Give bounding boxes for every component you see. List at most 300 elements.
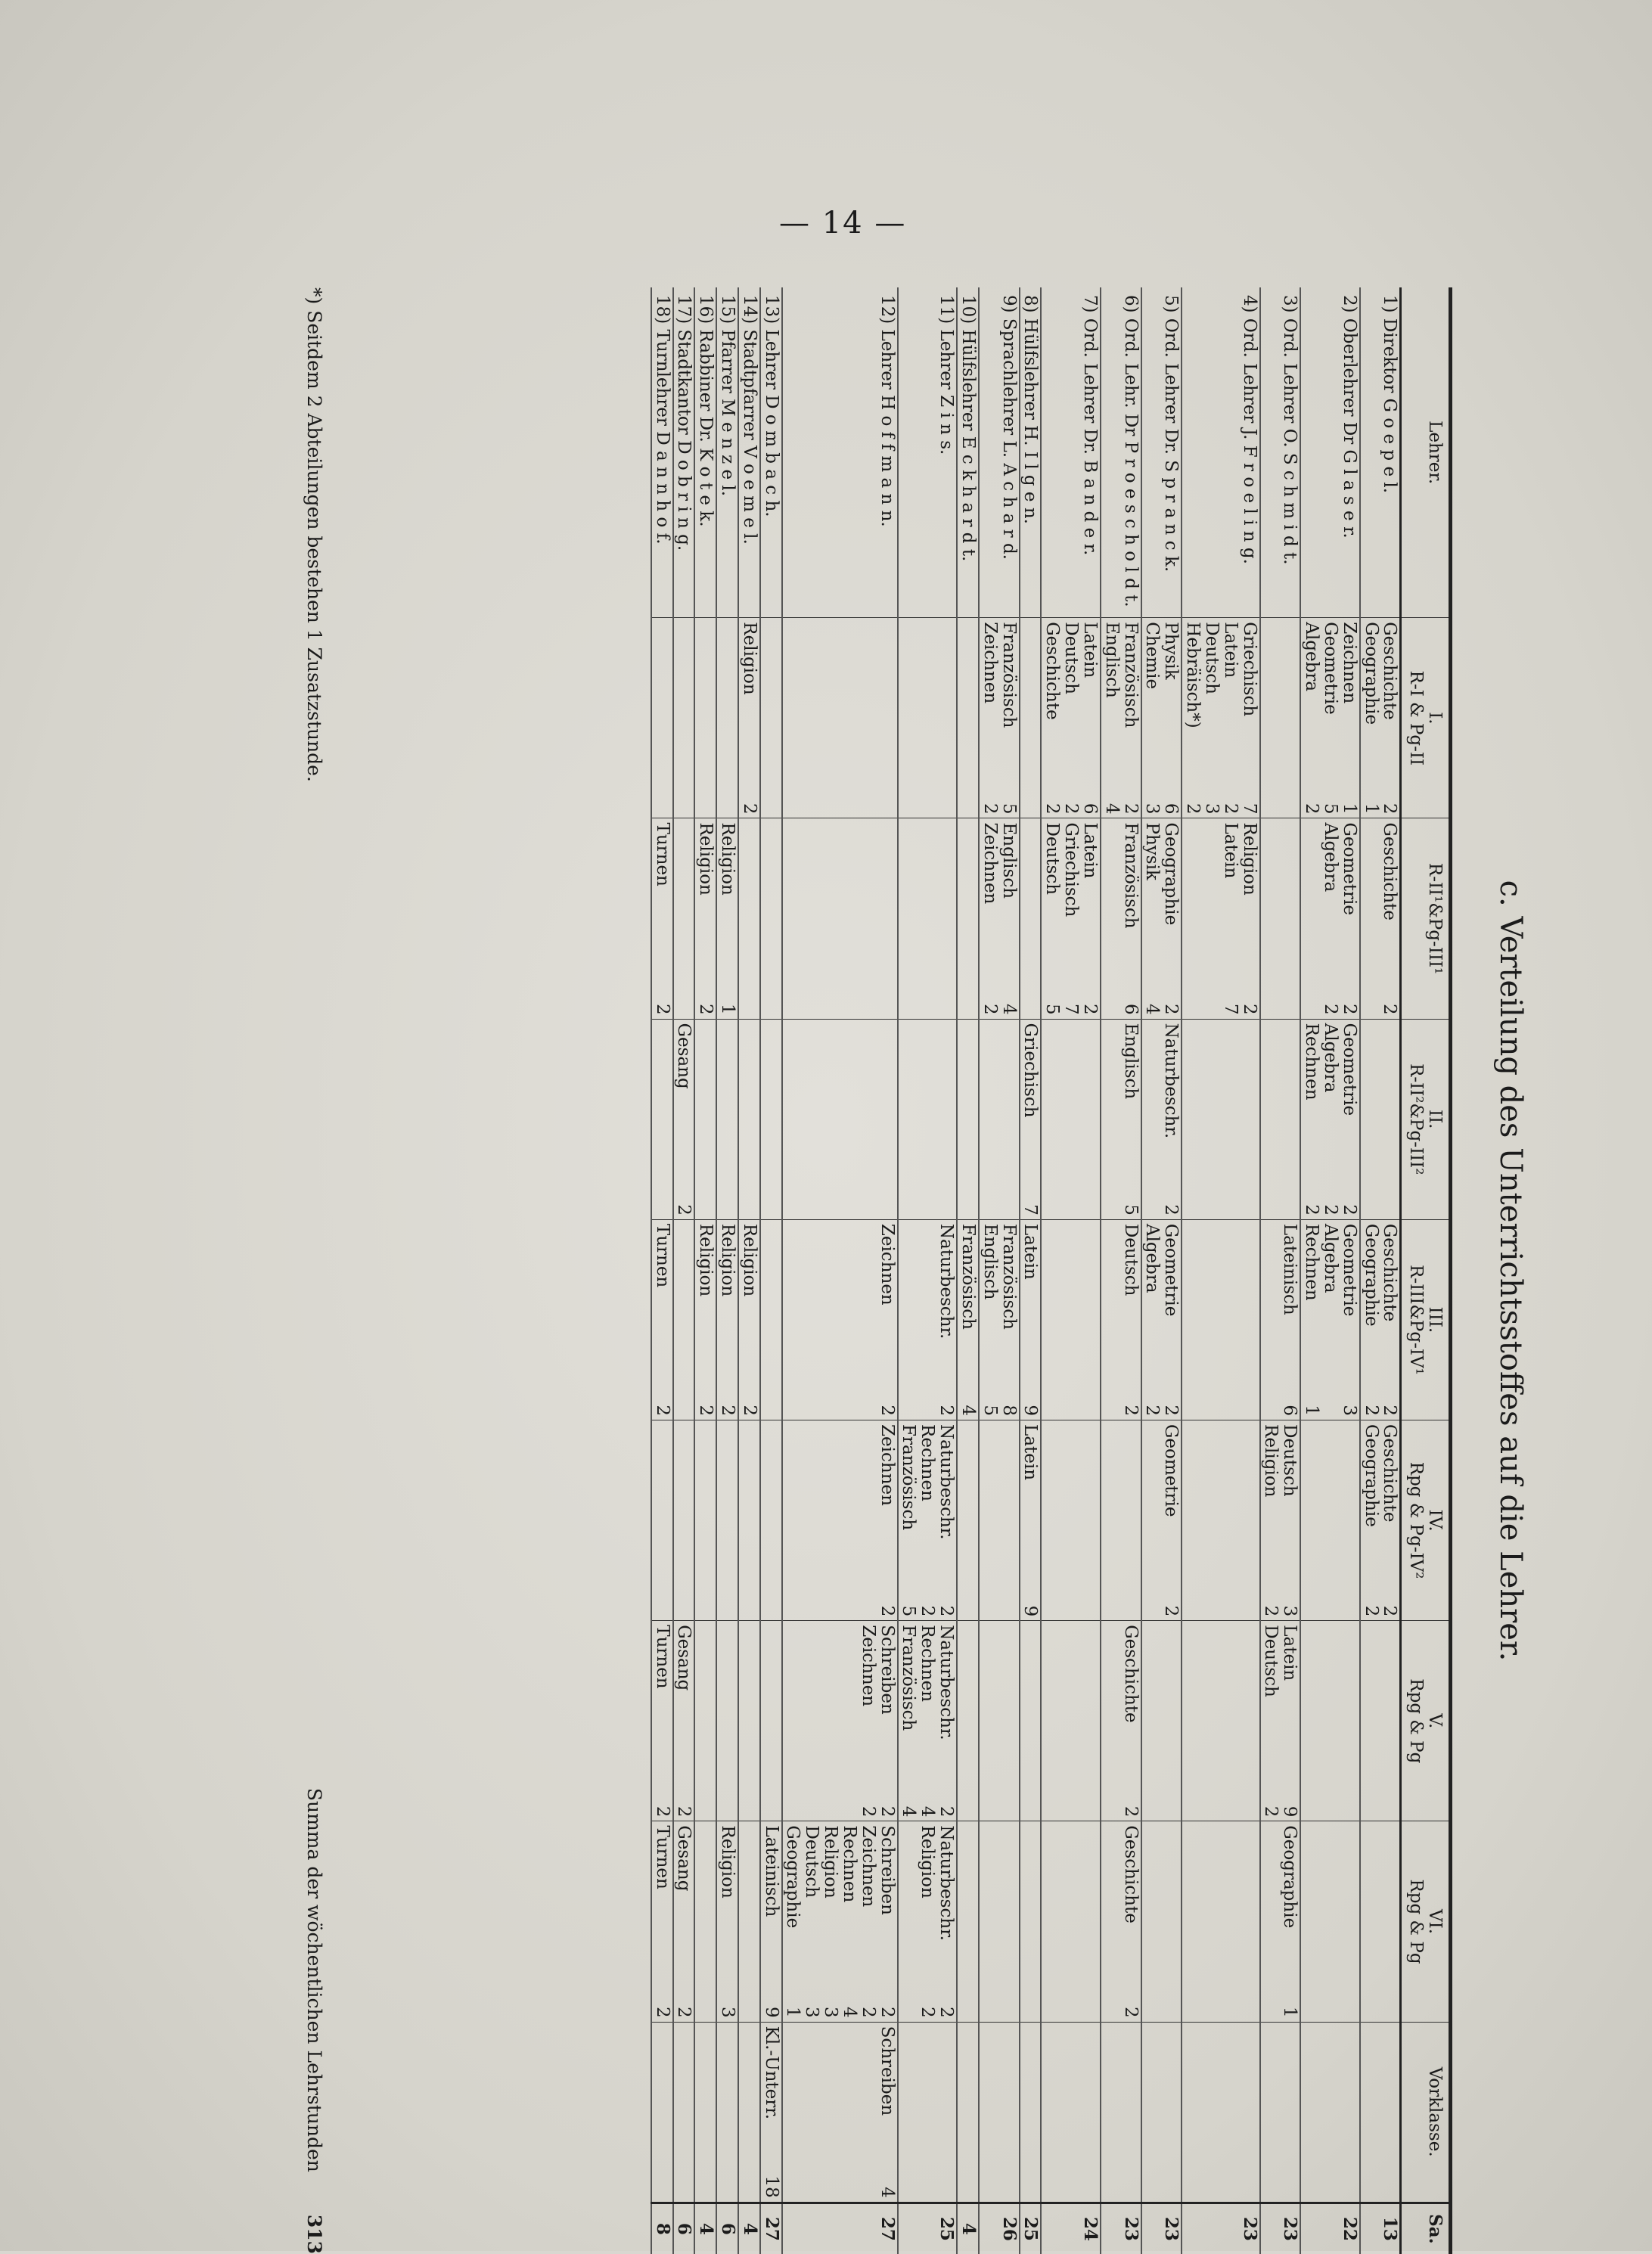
subject-entry <box>1161 822 1180 1014</box>
column-header: III. R-III&Pg-IV¹ <box>1401 1219 1451 1420</box>
subject-cell <box>1020 1420 1042 1621</box>
subject-cell <box>716 1821 738 2022</box>
subject-entry <box>1161 1023 1180 1215</box>
subject-label: Religion <box>1239 822 1259 896</box>
subject-entry <box>675 1023 694 1215</box>
subject-label: Latein <box>1020 1424 1041 1481</box>
subject-label: Englisch <box>1101 622 1122 698</box>
subject-label: Algebra <box>1320 1223 1340 1293</box>
column-header: I. R-I & Pg-II <box>1401 618 1451 818</box>
subject-label: Gesang <box>674 1625 694 1691</box>
subject-entry <box>1380 1224 1399 1416</box>
subject-entry <box>1280 1625 1299 1817</box>
subject-cell <box>979 1019 1020 1219</box>
subject-label: Englisch <box>998 822 1019 899</box>
subject-hours: 2 <box>1380 1004 1400 1015</box>
subject-cell <box>1101 1219 1141 1420</box>
subject-label: Religion <box>718 1223 738 1297</box>
subject-entry <box>1302 1023 1321 1215</box>
subject-hours: 9 <box>761 2006 781 2018</box>
subject-cell <box>673 1019 695 1219</box>
subject-label: Französisch <box>899 1424 919 1531</box>
subject-entry <box>784 1825 803 2017</box>
subject-hours: 2 <box>1339 1204 1359 1215</box>
teacher-name: 1) Direktor G o e p e l. <box>1360 287 1401 618</box>
subject-hours: 4 <box>958 1405 978 1417</box>
subject-label: Naturbeschr. <box>936 1424 957 1540</box>
row-sum: 4 <box>738 2203 760 2254</box>
subject-label: Schreiben <box>877 1825 897 1915</box>
subject-entry <box>1321 622 1340 814</box>
teacher-name: 11) Lehrer Z i n s. <box>898 287 957 618</box>
subject-cell <box>716 618 738 818</box>
subject-cell <box>1300 1219 1359 1420</box>
subject-cell <box>1101 1821 1141 2022</box>
subject-entry <box>1340 622 1359 814</box>
teacher-name: 7) Ord. Lehrer Dr. B a n d e r. <box>1041 287 1100 618</box>
subject-entry <box>675 1625 694 1817</box>
subject-hours: 2 <box>1261 1805 1281 1818</box>
teacher-name: 9) Sprachlehrer L. A c h a r d. <box>979 287 1020 618</box>
subject-entry <box>980 822 999 1014</box>
subject-cell <box>1141 1019 1182 1219</box>
subject-hours: 2 <box>1061 803 1082 815</box>
subject-entry <box>653 1625 672 1817</box>
row-sum: 25 <box>1020 2203 1042 2254</box>
subject-hours: 2 <box>696 1004 716 1015</box>
teacher-name: 13) Lehrer D o m b a c h. <box>760 287 782 618</box>
subject-entry <box>1340 1224 1359 1416</box>
subject-cell <box>898 1621 957 1821</box>
subject-entry <box>1121 1825 1140 2017</box>
subject-label: Religion <box>718 1825 738 1899</box>
subject-cell <box>760 618 782 818</box>
subject-cell <box>1300 2022 1359 2203</box>
subject-entry <box>653 1224 672 1416</box>
subject-hours: 2 <box>1380 1605 1400 1617</box>
subject-label: Religion <box>739 622 759 695</box>
subject-label: Geometrie <box>1320 622 1340 715</box>
subject-cell <box>1020 2022 1042 2203</box>
subject-label: Geschichte <box>1380 1223 1400 1322</box>
subject-hours: 2 <box>1302 1204 1322 1215</box>
subject-entry <box>1202 622 1221 814</box>
subject-cell <box>760 1219 782 1420</box>
row-sum: 27 <box>782 2203 898 2254</box>
subject-entry <box>899 1625 918 1817</box>
total-value: 313 <box>303 2214 325 2254</box>
column-header: IV. Rpg & Pg-IV² <box>1401 1420 1451 1621</box>
subject-entry <box>718 1224 737 1416</box>
subject-cell <box>651 1621 673 1821</box>
total-line <box>303 1788 325 2254</box>
subject-entry <box>1280 1825 1299 2017</box>
subject-label: Religion <box>696 822 716 896</box>
subject-label: Französisch <box>998 1223 1019 1330</box>
subject-cell <box>1260 1420 1301 1621</box>
subject-label: Geschichte <box>1120 1625 1141 1723</box>
subject-cell <box>1101 2022 1141 2203</box>
subject-cell <box>716 818 738 1019</box>
subject-cell <box>1360 1019 1401 1219</box>
subject-cell <box>738 1019 760 1219</box>
teacher-name: 14) Stadtpfarrer V o e m e l. <box>738 287 760 618</box>
subject-cell <box>651 1019 673 1219</box>
subject-cell <box>1041 1821 1100 2022</box>
subject-hours: 2 <box>1161 1204 1182 1215</box>
subject-cell <box>1141 618 1182 818</box>
subject-label: Religion <box>821 1825 841 1899</box>
subject-label: Turnen <box>652 1223 672 1288</box>
row-sum: 23 <box>1260 2203 1301 2254</box>
subject-cell <box>979 818 1020 1019</box>
subject-cell <box>1182 818 1259 1019</box>
subject-cell <box>694 1821 716 2022</box>
row-sum: 23 <box>1101 2203 1141 2254</box>
subject-cell <box>782 818 898 1019</box>
subject-label: Gesang <box>674 1825 694 1892</box>
teacher-name: 6) Ord. Lehr. Dr P r o e s c h o l d t. <box>1101 287 1141 618</box>
subject-hours: 2 <box>1380 1405 1400 1417</box>
row-sum: 13 <box>1360 2203 1401 2254</box>
subject-entry <box>1240 822 1259 1014</box>
subject-cell <box>1041 1621 1100 1821</box>
subject-hours: 2 <box>877 1605 897 1617</box>
subject-hours: 2 <box>980 1004 1000 1015</box>
subject-cell <box>1141 1621 1182 1821</box>
subject-cell <box>782 1621 898 1821</box>
table-row <box>1020 287 1042 2254</box>
subject-label: Chemie <box>1142 622 1163 690</box>
subject-cell <box>1182 1219 1259 1420</box>
subject-label: Latein <box>1020 1223 1041 1280</box>
subject-entry <box>1280 1424 1299 1616</box>
row-sum: 23 <box>1182 2203 1259 2254</box>
subject-hours: 2 <box>652 1004 672 1015</box>
subject-hours: 1 <box>1302 1405 1322 1417</box>
subject-entry <box>958 1224 977 1416</box>
subject-label: Deutsch <box>802 1825 822 1899</box>
subject-entry <box>1021 1023 1040 1215</box>
subject-entry <box>1183 622 1202 814</box>
subject-hours: 3 <box>1142 803 1163 815</box>
subject-cell <box>694 2022 716 2203</box>
subject-label: Geschichte <box>1380 822 1400 921</box>
subject-label: Rechnen <box>918 1424 938 1501</box>
subject-entry <box>1262 1625 1281 1817</box>
table-row <box>694 287 716 2254</box>
page-number: — 14 — <box>779 206 907 241</box>
subject-hours: 2 <box>1320 1204 1340 1215</box>
subject-entry <box>1121 1023 1140 1215</box>
subject-cell <box>898 1821 957 2022</box>
subject-entry <box>1021 1424 1040 1616</box>
subject-cell <box>651 618 673 818</box>
subject-entry <box>918 1424 936 1616</box>
subject-label: Zeichnen <box>877 1424 897 1506</box>
subject-cell <box>1020 818 1042 1019</box>
row-sum: 23 <box>1141 2203 1182 2254</box>
subject-cell <box>1300 618 1359 818</box>
subject-entry <box>877 1424 896 1616</box>
subject-hours: 5 <box>1120 1204 1141 1215</box>
subject-entry <box>1380 622 1399 814</box>
subject-label: Rechnen <box>1302 1223 1322 1301</box>
subject-cell <box>898 1219 957 1420</box>
subject-entry <box>1042 822 1061 1014</box>
subject-label: Deutsch <box>1061 622 1082 694</box>
subject-entry <box>1302 622 1321 814</box>
subject-hours: 1 <box>1280 2006 1300 2018</box>
subject-hours: 1 <box>783 2006 803 2018</box>
subject-cell <box>1360 818 1401 1019</box>
subject-hours: 2 <box>696 1405 716 1417</box>
subject-hours: 3 <box>1280 1605 1300 1617</box>
footnote: *) Seitdem 2 Abteilungen bestehen 1 Zusatzstunde. <box>303 287 325 782</box>
subject-cell <box>651 1821 673 2022</box>
subject-label: Deutsch <box>1280 1424 1300 1497</box>
subject-hours: 2 <box>936 2006 957 2018</box>
subject-cell <box>1260 818 1301 1019</box>
subject-entry <box>840 1825 859 2017</box>
subject-entry <box>696 822 715 1014</box>
subject-entry <box>1143 622 1162 814</box>
subject-cell <box>651 818 673 1019</box>
subject-cell <box>1300 1621 1359 1821</box>
subject-hours: 9 <box>1020 1605 1041 1617</box>
subject-hours: 2 <box>1220 803 1241 815</box>
subject-cell <box>957 2022 979 2203</box>
subject-hours: 2 <box>674 2006 694 2018</box>
subject-hours: 3 <box>718 2006 738 2018</box>
subject-hours: 4 <box>918 1805 938 1818</box>
subject-hours: 5 <box>1042 1004 1063 1015</box>
subject-label: Turnen <box>652 1625 672 1689</box>
subject-cell <box>738 1420 760 1621</box>
subject-cell <box>1260 1821 1301 2022</box>
subject-entry <box>821 1825 840 2017</box>
subject-label: Naturbeschr. <box>1161 1023 1182 1139</box>
subject-hours: 2 <box>1120 803 1141 815</box>
subject-hours: 2 <box>739 1405 759 1417</box>
teacher-name: 5) Ord. Lehrer Dr. S p r a n c k. <box>1141 287 1182 618</box>
subject-cell <box>782 618 898 818</box>
subject-hours: 1 <box>718 1004 738 1015</box>
subject-label: Latein <box>1280 1625 1300 1681</box>
subject-hours: 18 <box>761 2175 781 2198</box>
subject-entry <box>1302 1224 1321 1416</box>
subject-label: Rechnen <box>839 1825 859 1903</box>
subject-cell <box>782 1019 898 1219</box>
column-header: Sa. <box>1401 2203 1451 2254</box>
subject-cell <box>716 1019 738 1219</box>
subject-label: Naturbeschr. <box>936 1223 957 1340</box>
subject-label: Geometrie <box>1161 1424 1182 1517</box>
row-sum: 22 <box>1300 2203 1359 2254</box>
subject-cell <box>1360 1219 1401 1420</box>
subject-label: Englisch <box>980 1223 1000 1300</box>
subject-cell <box>1020 1821 1042 2022</box>
table-row <box>673 287 695 2254</box>
subject-label: Zeichnen <box>980 822 1000 905</box>
subject-hours: 6 <box>1079 803 1100 815</box>
subject-label: Latein <box>1079 622 1100 678</box>
subject-entry <box>877 1224 896 1416</box>
subject-entry <box>1262 1424 1281 1616</box>
subject-cell <box>651 2022 673 2203</box>
subject-hours: 2 <box>1302 803 1322 815</box>
subject-entry <box>999 822 1018 1014</box>
subject-hours: 2 <box>877 1405 897 1417</box>
table-row <box>1300 287 1359 2254</box>
subject-cell <box>1260 1219 1301 1420</box>
subject-label: Zeichnen <box>858 1625 878 1707</box>
subject-label: Religion <box>696 1223 716 1297</box>
subject-label: Hebräisch*) <box>1183 622 1203 728</box>
teacher-name: 15) Pfarrer M e n z e l. <box>716 287 738 618</box>
table-row <box>651 287 673 2254</box>
subject-entry <box>859 1625 877 1817</box>
subject-hours: 7 <box>1220 1004 1241 1015</box>
subject-cell <box>1182 1420 1259 1621</box>
subject-cell <box>782 1821 898 2022</box>
subject-label: Französisch <box>1120 822 1141 929</box>
subject-cell <box>1101 1621 1141 1821</box>
subject-entry <box>1143 1224 1162 1416</box>
subject-entry <box>1340 822 1359 1014</box>
table-row <box>716 287 738 2254</box>
subject-label: Schreiben <box>877 1625 897 1715</box>
subject-entry <box>718 1825 737 2017</box>
subject-entry <box>1161 1224 1180 1416</box>
subject-hours: 9 <box>1280 1805 1300 1818</box>
subject-entry <box>859 1825 877 2017</box>
subject-label: Naturbeschr. <box>936 1825 957 1941</box>
subject-entry <box>1102 622 1121 814</box>
teacher-name: 12) Lehrer H o f f m a n n. <box>782 287 898 618</box>
subject-label: Geschichte <box>1120 1825 1141 1923</box>
subject-hours: 8 <box>998 1405 1019 1417</box>
subject-label: Geographie <box>1361 1223 1381 1327</box>
subject-label: Geschichte <box>1042 622 1063 720</box>
subject-cell <box>1300 1420 1359 1621</box>
subject-cell <box>760 818 782 1019</box>
subject-label: Turnen <box>652 822 672 886</box>
table-body <box>651 287 1401 2254</box>
subject-cell <box>673 1821 695 2022</box>
subject-hours: 4 <box>998 1004 1019 1015</box>
subject-cell <box>1101 618 1141 818</box>
subject-hours: 2 <box>1161 1004 1182 1015</box>
subject-entry <box>1362 1424 1380 1616</box>
column-header: V. Rpg & Pg <box>1401 1621 1451 1821</box>
subject-hours: 2 <box>1042 803 1063 815</box>
subject-hours: 2 <box>936 1805 957 1818</box>
subject-hours: 2 <box>652 1805 672 1818</box>
subject-hours: 7 <box>1020 1204 1041 1215</box>
subject-entry <box>762 1825 781 2017</box>
subject-cell <box>979 1821 1020 2022</box>
subject-label: Gesang <box>674 1023 694 1089</box>
subject-label: Geographie <box>1161 822 1182 926</box>
subject-hours: 2 <box>858 2006 878 2018</box>
table-row <box>898 287 957 2254</box>
subject-label: Französisch <box>899 1625 919 1731</box>
column-header: Vorklasse. <box>1401 2022 1451 2203</box>
subject-cell <box>898 1019 957 1219</box>
subject-entry <box>1221 822 1240 1014</box>
subject-label: Latein <box>1079 822 1100 879</box>
subject-hours: 2 <box>1320 1004 1340 1015</box>
column-header: Lehrer. <box>1401 287 1451 618</box>
subject-hours: 3 <box>1339 1405 1359 1417</box>
subject-cell <box>979 1420 1020 1621</box>
subject-cell <box>957 818 979 1019</box>
subject-label: Algebra <box>1320 1023 1340 1093</box>
header-row <box>1401 287 1451 2254</box>
subject-cell <box>979 1621 1020 1821</box>
subject-entry <box>1080 622 1099 814</box>
subject-entry <box>936 1424 955 1616</box>
subject-entry <box>803 1825 821 2017</box>
subject-label: Geschichte <box>1380 622 1400 720</box>
subject-entry <box>918 1825 936 2017</box>
subject-hours: 5 <box>899 1605 919 1617</box>
table-row <box>1182 287 1259 2254</box>
subject-label: Algebra <box>1142 1223 1163 1293</box>
subject-hours: 4 <box>899 1805 919 1818</box>
subject-cell <box>738 1219 760 1420</box>
subject-cell <box>979 618 1020 818</box>
subject-cell <box>1360 1621 1401 1821</box>
subject-cell <box>782 1219 898 1420</box>
subject-entry <box>1080 822 1099 1014</box>
subject-cell <box>716 1420 738 1621</box>
column-header: R-II¹&Pg-III¹ <box>1401 818 1451 1019</box>
subject-label: Englisch <box>1120 1023 1141 1100</box>
subject-cell <box>673 818 695 1019</box>
subject-label: Physik <box>1161 622 1182 680</box>
subject-cell <box>1182 1821 1259 2022</box>
subject-label: Geometrie <box>1339 1223 1359 1317</box>
subject-hours: 2 <box>1361 1405 1381 1417</box>
subject-cell <box>738 2022 760 2203</box>
table-row <box>1360 287 1401 2254</box>
teacher-name: 10) Hülfslehrer E c k h a r d t. <box>957 287 979 618</box>
subject-cell <box>1141 1219 1182 1420</box>
subject-entry <box>980 1224 999 1416</box>
subject-label: Schreiben <box>877 2026 897 2116</box>
subject-cell <box>1041 618 1100 818</box>
subject-cell <box>1260 1019 1301 1219</box>
subject-hours: 3 <box>802 2006 822 2018</box>
subject-entry <box>1380 1424 1399 1616</box>
subject-cell <box>694 1019 716 1219</box>
subject-label: Deutsch <box>1120 1223 1141 1296</box>
subject-hours: 2 <box>739 803 759 815</box>
subject-hours: 7 <box>1061 1004 1082 1015</box>
subject-cell <box>1300 818 1359 1019</box>
subject-cell <box>1141 1420 1182 1621</box>
subject-cell <box>1101 818 1141 1019</box>
subject-hours: 1 <box>1339 803 1359 815</box>
subject-label: Kl.-Unterr. <box>761 2026 781 2120</box>
subject-entry <box>1340 1023 1359 1215</box>
subject-cell <box>957 1621 979 1821</box>
subject-hours: 1 <box>1361 803 1381 815</box>
table-row <box>979 287 1020 2254</box>
subject-cell <box>898 818 957 1019</box>
